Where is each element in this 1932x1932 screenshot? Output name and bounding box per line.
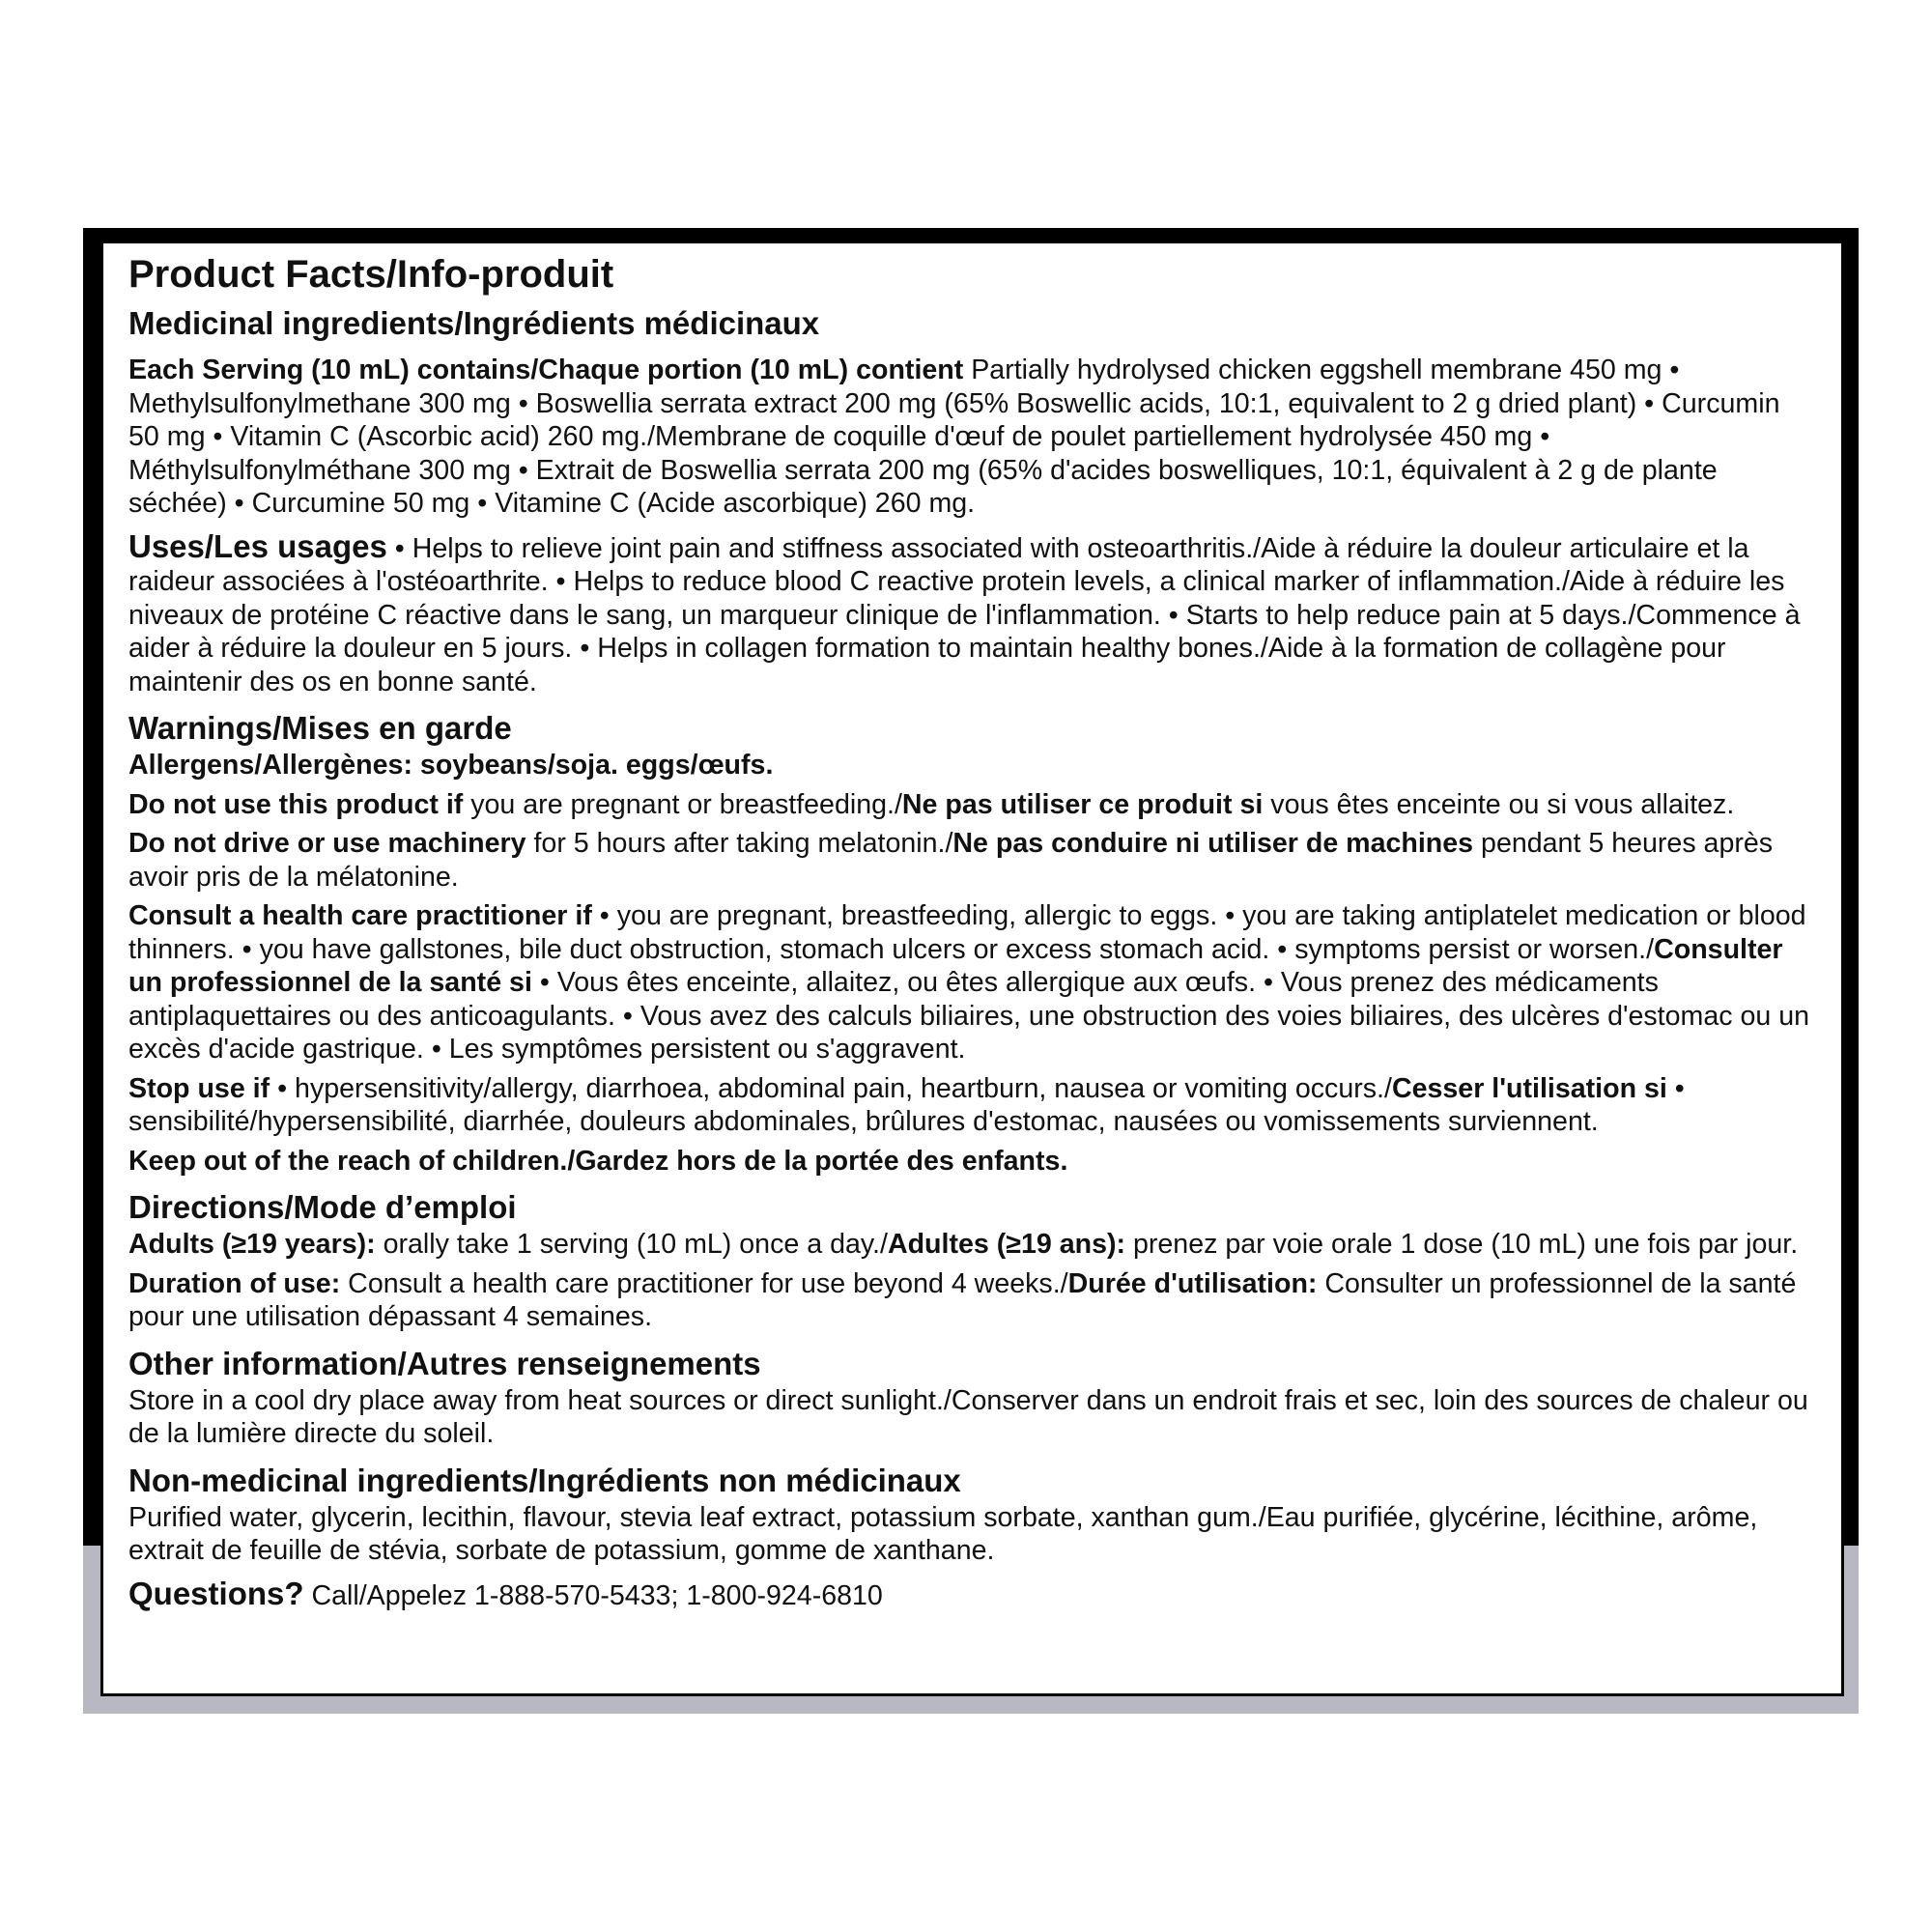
other-info-text: Store in a cool dry place away from heat sources or direct sunlight./Conserver dans un endroit frais et sec, loin des sources de chaleur ou de la lumière directe du soleil. bbox=[128, 1384, 1808, 1449]
medicinal-paragraph bbox=[128, 354, 1816, 521]
directions-heading: Directions/Mode d’emploi bbox=[128, 1189, 517, 1225]
duration-en-text: Consult a health care practitioner for use beyond 4 weeks./ bbox=[340, 1267, 1068, 1299]
medicinal-lead: Each Serving (10 mL) contains/Chaque portion (10 mL) contient bbox=[128, 355, 964, 385]
consult-fr-text: • Vous êtes enceinte, allaitez, ou êtes allergique aux œufs. • Vous prenez des médicaments antiplaquettaires ou des anticoagulants. • Vous avez des calculs biliaires, une obstruction des voies biliaires, des ulcères d'estomac ou un excès d'acide gastrique. • Les symptômes persistent ou s'aggravent. bbox=[128, 967, 1810, 1065]
keep-out-text: Keep out of the reach of children./Gardez hors de la portée des enfants. bbox=[128, 1145, 1068, 1177]
non-medicinal-heading: Non-medicinal ingredients/Ingrédients non médicinaux bbox=[128, 1462, 961, 1498]
duration-paragraph bbox=[128, 1267, 1816, 1334]
allergens-line bbox=[128, 749, 1816, 782]
stop-fr-text: • sensibilité/hypersensibilité, diarrhée, douleurs abdominales, brûlures d'estomac, nausées ou vomissements surviennent. bbox=[128, 1072, 1685, 1137]
warnings-heading: Warnings/Mises en garde bbox=[128, 710, 512, 746]
allergens-text: Allergens/Allergènes: soybeans/soja. eggs/œufs. bbox=[128, 750, 774, 781]
consult-paragraph bbox=[128, 899, 1816, 1066]
questions-label: Questions? bbox=[128, 1575, 304, 1611]
adults-fr: Adultes (≥19 ans): bbox=[887, 1229, 1126, 1260]
drive-fr-text: pendant 5 heures après avoir pris de la mélatonine. bbox=[128, 828, 1774, 893]
do-not-use-fr-text: vous êtes enceinte ou si vous allaitez. bbox=[1263, 788, 1735, 820]
other-info-heading: Other information/Autres renseignements bbox=[128, 1345, 761, 1381]
duration-en: Duration of use: bbox=[128, 1267, 341, 1299]
duration-fr: Durée d'utilisation: bbox=[1067, 1267, 1318, 1299]
product-facts-panel bbox=[100, 240, 1844, 1696]
drive-en: Do not drive or use machinery bbox=[128, 828, 526, 859]
questions-line bbox=[128, 1577, 1816, 1613]
consult-en-text: • you are pregnant, breastfeeding, allergic to eggs. • you are taking antiplatelet medication or blood thinners. • you have gallstones, bile duct obstruction, stomach ulcers or excess stomach acid. • symptoms persist or worsen./ bbox=[128, 900, 1806, 965]
page-title: Product Facts/Info-produit bbox=[128, 253, 614, 296]
do-not-use-fr: Ne pas utiliser ce produit si bbox=[901, 788, 1264, 820]
drive-fr: Ne pas conduire ni utiliser de machines bbox=[952, 828, 1474, 859]
adults-en-text: orally take 1 serving (10 mL) once a day./ bbox=[375, 1229, 888, 1260]
duration-fr-text: Consulter un professionnel de la santé pour une utilisation dépassant 4 semaines. bbox=[128, 1267, 1797, 1332]
drive-en-text: for 5 hours after taking melatonin./ bbox=[526, 828, 953, 859]
consult-fr: Consulter un professionnel de la santé si bbox=[128, 933, 1783, 998]
non-medicinal-text: Purified water, glycerin, lecithin, flavour, stevia leaf extract, potassium sorbate, xanthan gum./Eau purifiée, glycérine, lécithine, arôme, extrait de feuille de stévia, sorbate de potassium, gomme de xanthane. bbox=[128, 1501, 1758, 1566]
drive-paragraph bbox=[128, 827, 1816, 894]
adults-fr-text: prenez par voie orale 1 dose (10 mL) une fois par jour. bbox=[1125, 1229, 1799, 1260]
medicinal-text: Partially hydrolysed chicken eggshell membrane 450 mg • Methylsulfonylmethane 300 mg • Boswellia serrata extract 200 mg (65% Boswellic acids, 10:1, equivalent to 2 g dried plant) • Curcumin 50 mg • Vitamin C (Ascorbic acid) 260 mg./Membrane de coquille d'œuf de poulet partiellement hydrolysée 450 mg • Méthylsulfonylméthane 300 mg • Extrait de Boswellia serrata 200 mg (65% d'acides boswelliques, 10:1, équivalent à 2 g de plante séchée) • Curcumine 50 mg • Vitamine C (Acide ascorbique) 260 mg. bbox=[128, 355, 1780, 519]
consult-en: Consult a health care practitioner if bbox=[128, 900, 592, 931]
medicinal-heading: Medicinal ingredients/Ingrédients médicinaux bbox=[128, 305, 820, 341]
do-not-use-paragraph bbox=[128, 788, 1816, 822]
stop-en-text: • hypersensitivity/allergy, diarrhoea, abdominal pain, heartburn, nausea or vomiting occurs./ bbox=[270, 1072, 1392, 1104]
stop-use-paragraph bbox=[128, 1072, 1816, 1139]
adults-en: Adults (≥19 years): bbox=[128, 1229, 376, 1260]
uses-heading: Uses/Les usages bbox=[128, 527, 387, 564]
questions-text: Call/Appelez 1-888-570-5433; 1-800-924-6810 bbox=[303, 1579, 883, 1611]
adults-paragraph bbox=[128, 1228, 1816, 1262]
uses-text: • Helps to relieve joint pain and stiffness associated with osteoarthritis./Aide à réduire la douleur articulaire et la raideur associées à l'ostéoarthrite. • Helps to reduce blood C reactive protein levels, a clinical marker of inflammation./Aide à réduire les niveaux de protéine C réactive dans le sang, un marqueur clinique de l'inflammation. • Starts to help reduce pain at 5 days./Commence à aider à réduire la douleur en 5 jours. • Helps in collagen formation to maintain healthy bones./Aide à la formation de collagène pour maintenir des os en bonne santé. bbox=[128, 532, 1801, 697]
stop-en: Stop use if bbox=[128, 1072, 270, 1104]
do-not-use-en-text: you are pregnant or breastfeeding./ bbox=[463, 788, 902, 820]
uses-paragraph bbox=[128, 527, 1816, 699]
stop-fr: Cesser l'utilisation si bbox=[1391, 1072, 1667, 1104]
product-facts-content bbox=[128, 251, 1816, 1618]
keep-out-line bbox=[128, 1145, 1816, 1179]
do-not-use-en: Do not use this product if bbox=[128, 788, 464, 820]
